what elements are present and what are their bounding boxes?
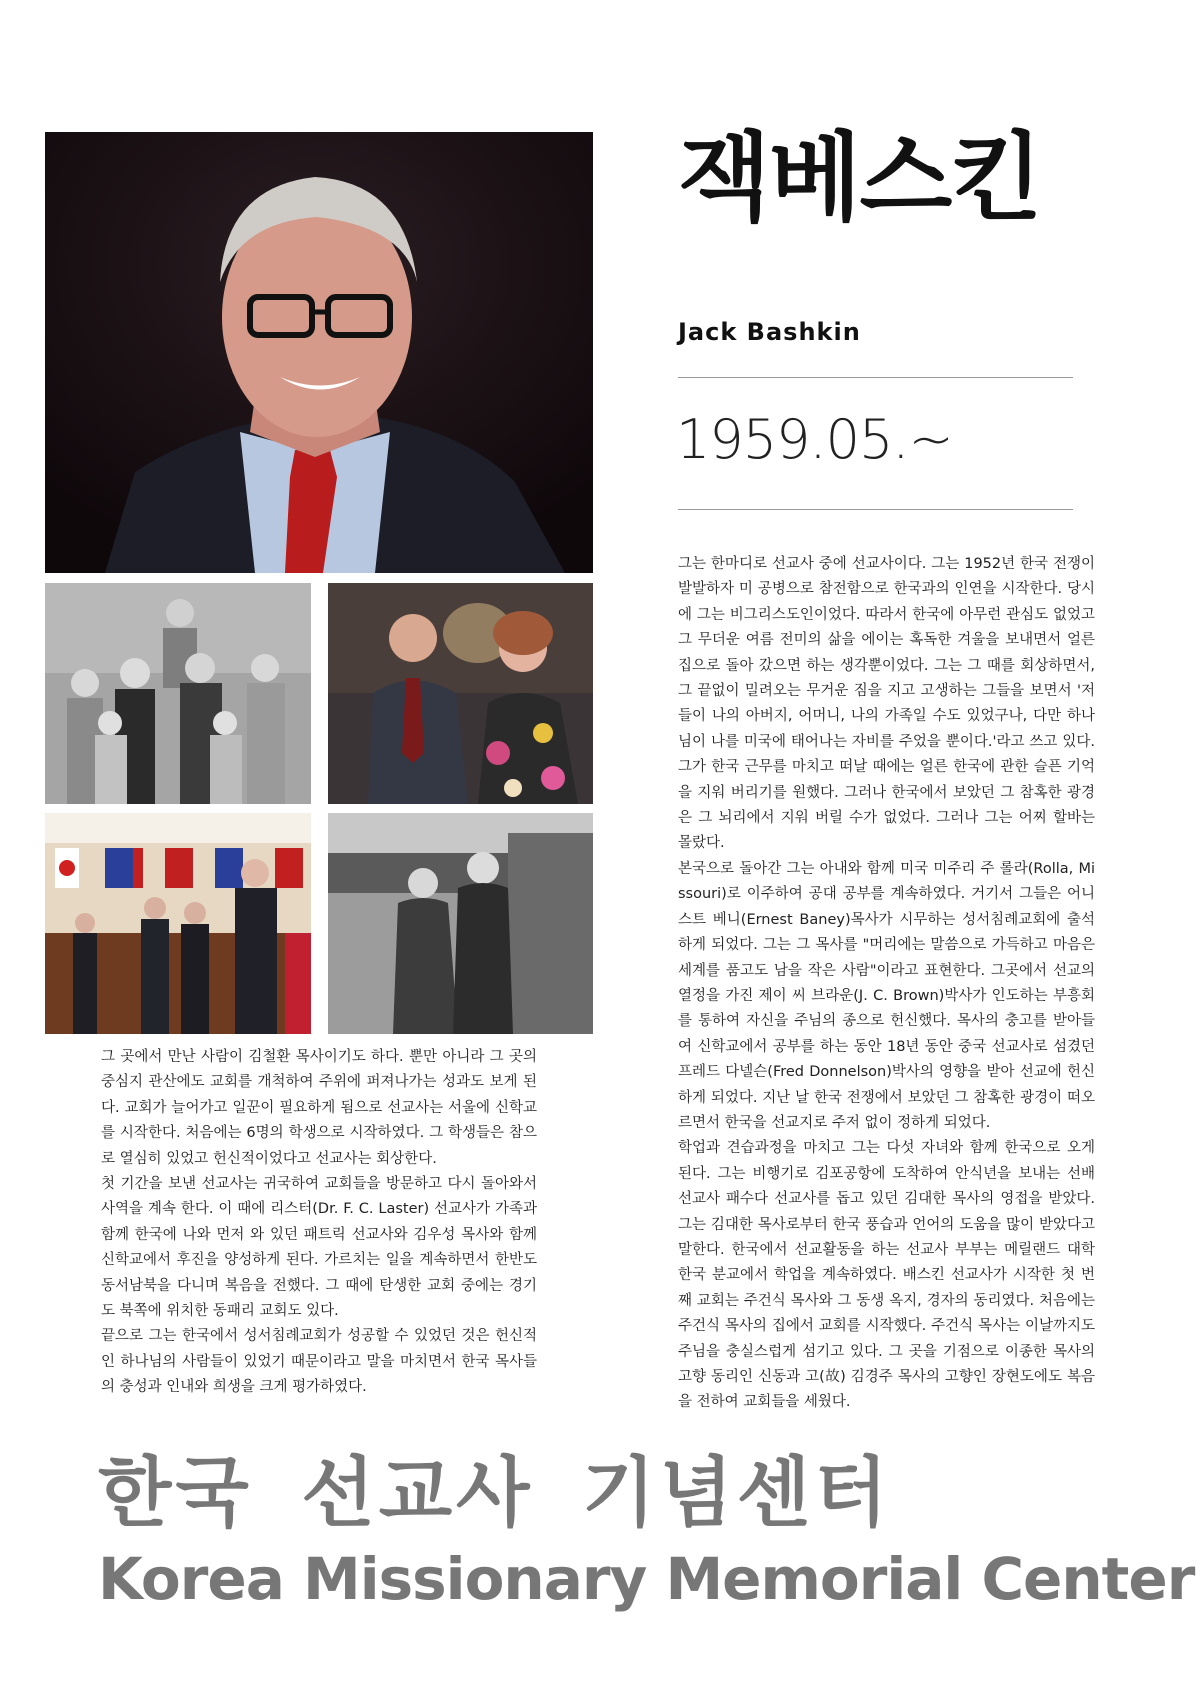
missionary-name-english: Jack Bashkin xyxy=(678,318,861,346)
paragraph: 첫 기간을 보낸 선교사는 귀국하여 교회들을 방문하고 다시 돌아와서 사역을 계속 한다. 이 때에 리스터(Dr. F. C. Laster) 선교사가 가족과 함께 한국에 나와 먼저 와 있던 패트릭 선교사와 김우성 목사와 함께 신학교에서 후진을 양성하게 된다. 가르치는 일을 계속하면서 한반도 동서남북을 다니며 복음을 전했다. 그 때에 탄생한 교회 중에는 경기도 북쪽에 위치한 동패리 교회도 있다. xyxy=(101,1176,537,1320)
paragraph: 학업과 견습과정을 마치고 그는 다섯 자녀와 함께 한국으로 오게 된다. 그는 비행기로 김포공항에 도착하여 안식년을 보내는 선배 선교사 패수다 선교사를 돕고 있던 김대한 목사의 영접을 받았다. 그는 김대한 목사로부터 한국 풍습과 언어의 도움을 많이 받았다고 말한다. 한국에서 선교활동을 하는 선교사 부부는 메릴랜드 대학 한국 분교에서 학업을 계속하였다. 배스킨 선교사가 시작한 첫 번째 교회는 주건식 목사와 그 동생 옥지, 경자의 동리였다. 처음에는 주건식 목사의 집에서 교회를 시작했다. 주건식 목사는 이날까지도 주님을 충실스럽게 섬기고 있다. 그 곳을 기점으로 이종한 목사의 고향 동리인 신동과 고(故) 김경주 목사의 고향인 장현도에도 복음을 전하여 교회들을 세웠다. xyxy=(678,1140,1095,1411)
center-name-english: Korea Missionary Memorial Center xyxy=(98,1545,1195,1613)
couple-photo xyxy=(328,583,593,804)
church-photo xyxy=(45,813,311,1034)
portrait-photo xyxy=(45,132,593,573)
paragraph: 그 곳에서 만난 사람이 김철환 목사이기도 하다. 뿐만 아니라 그 곳의 중심지 관산에도 교회를 개척하여 주위에 퍼져나가는 성과도 보게 된다. 교회가 늘어가고 일꾼이 필요하게 됨으로 선교사는 서울에 신학교를 시작한다. 처음에는 6명의 학생으로 시작하였다. 그 학생들은 참으로 열심히 있었고 헌신적이었다고 선교사는 회상한다. xyxy=(101,1049,537,1167)
center-name-korean: 한국 선교사 기념센터 xyxy=(98,1448,892,1537)
divider xyxy=(678,509,1073,510)
biography-right-column xyxy=(678,552,1095,1416)
family-photo xyxy=(45,583,311,804)
divider xyxy=(678,377,1073,378)
service-date: 1959.05.~ xyxy=(676,408,953,471)
paragraph: 그는 한마디로 선교사 중에 선교사이다. 그는 1952년 한국 전쟁이 발발하자 미 공병으로 참전함으로 한국과의 인연을 시작한다. 당시에 그는 비그리스도인이었다. 따라서 한국에 아무런 관심도 없었고 그 무더운 여름 전미의 삶을 에이는 혹독한 겨울을 보내면서 얼른 집으로 돌아 갔으면 하는 생각뿐이었다. 그는 그 때를 회상하면서, 그 끝없이 밀려오는 무거운 짐을 지고 고생하는 그들을 보면서 '저들이 나의 아버지, 어머니, 나의 가족일 수도 있었구나, 다만 하나님이 나를 미국에 태어나는 자비를 주었을 뿐이다.'라고 쓰고 있다. 그가 한국 근무를 마치고 떠날 때에는 얼른 한국에 관한 슬픈 기억을 지워 버리기를 원했다. 그러나 한국에서 보았던 그 참혹한 광경은 그 뇌리에서 지워 버릴 수가 없었다. 그러나 그는 어찌 할바는 몰랐다. xyxy=(678,556,1095,852)
vintage-couple-photo xyxy=(328,813,593,1034)
paragraph: 본국으로 돌아간 그는 아내와 함께 미국 미주리 주 롤라(Rolla, Missouri)로 이주하여 공대 공부를 계속하였다. 거기서 그들은 어니스트 베니(Ernest Baney)목사가 시무하는 성서침례교회에 출석하게 되었다. 그는 그 목사를 "머리에는 말씀으로 가득하고 마음은 세계를 품고도 남을 작은 사람"이라고 표현한다. 그곳에서 선교의 열정을 가진 제이 씨 브라운(J. C. Brown)박사가 인도하는 부흥회를 통하여 자신을 주님의 종으로 헌신했다. 목사의 충고를 받아들여 신학교에서 공부를 하는 동안 18년 동안 중국 선교사로 섬겼던 프레드 다넬슨(Fred Donnelson)박사의 영향을 받아 선교에 헌신하게 되었다. 지난 날 한국 전쟁에서 보았던 그 참혹한 광경이 떠오르면서 한국을 선교지로 주저 없이 정하게 되었다. xyxy=(678,860,1095,1131)
biography-left-column xyxy=(101,1045,537,1401)
missionary-name-korean: 잭베스킨 xyxy=(678,122,1041,234)
paragraph: 끝으로 그는 한국에서 성서침례교회가 성공할 수 있었던 것은 헌신적인 하나님의 사람들이 있었기 때문이라고 말을 마치면서 한국 목사들의 충성과 인내와 희생을 크게 평가하였다. xyxy=(101,1328,537,1396)
